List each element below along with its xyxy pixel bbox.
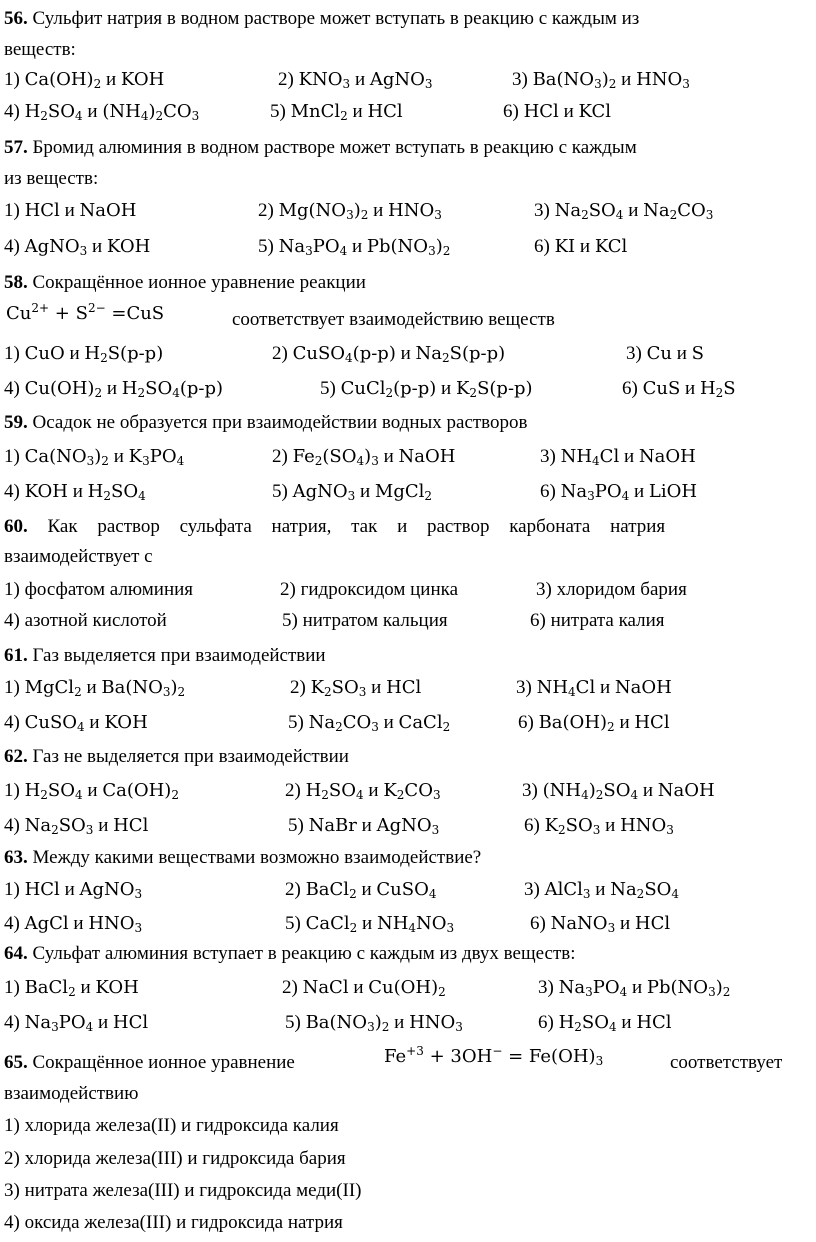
q61-opt2: 2) $K_2SO_3$ и HCl — [290, 677, 422, 699]
q58-opt4: 4) $Cu(OH)_2$ и $H_2SO_4(р-р)$ — [4, 378, 224, 400]
q61-opt6: 6) $Ba(OH)_2$ и HCl — [518, 712, 670, 734]
q62-opt6: 6) $K_2SO_3$ и $HNO_3$ — [524, 815, 674, 837]
q58-opt2: 2) CuSO$_4$(р-р) и $Na_2S(р-р)$ — [272, 343, 506, 365]
question-59: 59. Осадок не образуется при взаимодействии водных растворов — [4, 412, 528, 433]
q64-opt1: 1) BaCl$_2$ и KOH — [4, 977, 139, 999]
q64-opt2: 2) NaCl и $Cu(OH)_2$ — [282, 977, 446, 999]
q58-suffix: соответствует взаимодействию веществ — [232, 309, 555, 330]
q65-opt4: 4) оксида железа(III) и гидроксида натрия — [4, 1212, 343, 1233]
q62-opt4: 4) $Na_2SO_3$ и HCl — [4, 815, 149, 837]
question-60: 60. Как раствор сульфата натрия, так и раствор карбоната натрия — [4, 516, 666, 537]
question-57: 57. Бромид алюминия в водном растворе может вступать в реакцию с каждым — [4, 137, 637, 158]
q59-opt2: 2) $Fe_2(SO_4)_3$ и NaOH — [272, 446, 456, 468]
q59-opt6: 6) $Na_3PO_4$ и LiOH — [540, 481, 698, 503]
q63-opt2: 2) BaCl$_2$ и CuSO$_4$ — [285, 879, 437, 901]
q63-opt6: 6) NaNO$_3$ и HCl — [530, 913, 671, 935]
q58-opt3: 3) Cu и S — [626, 343, 704, 364]
question-64: 64. Сульфат алюминия вступает в реакцию с каждым из двух веществ: — [4, 943, 576, 964]
q58-opt1: 1) CuO и $H_2S(р-р)$ — [4, 343, 164, 365]
q56-opt3: 3) $Ba(NO_3)_2$ и $HNO_3$ — [512, 69, 690, 91]
question-58: 58. Сокращённое ионное уравнение реакции — [4, 272, 366, 293]
question-63: 63. Между какими веществами возможно взаимодействие? — [4, 847, 482, 868]
question-61: 61. Газ выделяется при взаимодействии — [4, 645, 326, 666]
q63-opt3: 3) AlCl$_3$ и $Na_2SO_4$ — [524, 879, 680, 901]
q60-opt1: 1) фосфатом алюминия — [4, 579, 194, 600]
q57-opt3: 3) $Na_2SO_4$ и $Na_2CO_3$ — [534, 200, 714, 222]
q60-opt4: 4) азотной кислотой — [4, 610, 167, 631]
q64-opt6: 6) $H_2SO_4$ и HCl — [538, 1012, 672, 1034]
q62-opt3: 3) $(NH_4)_2SO_4$ и NaOH — [522, 780, 715, 802]
q56-opt1: 1) $Ca(OH)_2$ и KOH — [4, 69, 165, 91]
q64-opt4: 4) $Na_3PO_4$ и HCl — [4, 1012, 149, 1034]
question-56: 56. Сульфит натрия в водном растворе может вступать в реакцию с каждым из — [4, 8, 640, 29]
q56-opt5: 5) MnCl$_2$ и HCl — [270, 101, 403, 123]
q59-opt4: 4) KOH и $H_2SO_4$ — [4, 481, 146, 503]
q60-opt2: 2) гидроксидом цинка — [280, 579, 459, 600]
q60-opt3: 3) хлоридом бария — [536, 579, 687, 600]
q60-opt6: 6) нитрата калия — [530, 610, 665, 631]
q58-opt5: 5) CuCl$_2$(р-р) и $K_2S(р-р)$ — [320, 378, 533, 400]
q57-opt1: 1) HCl и NaOH — [4, 200, 137, 221]
q63-opt1: 1) HCl и AgNO$_3$ — [4, 879, 143, 901]
q61-opt3: 3) $NH_4Cl$ и NaOH — [516, 677, 672, 699]
q65-opt3: 3) нитрата железа(III) и гидроксида меди(II) — [4, 1180, 362, 1201]
q62-opt2: 2) $H_2SO_4$ и $K_2CO_3$ — [285, 780, 441, 802]
q57-opt4: 4) AgNO$_3$ и KOH — [4, 236, 151, 258]
question-60-cont: взаимодействует с — [4, 546, 153, 567]
question-57-cont: из веществ: — [4, 168, 99, 189]
q62-opt1: 1) $H_2SO_4$ и $Ca(OH)_2$ — [4, 780, 179, 802]
q59-opt1: 1) $Ca(NO_3)_2$ и $K_3PO_4$ — [4, 446, 185, 468]
q58-equation: $Cu^{2+} + S^{2-} =CuS$ — [6, 301, 165, 324]
q62-opt5: 5) NaBr и AgNO$_3$ — [288, 815, 440, 837]
question-62: 62. Газ не выделяется при взаимодействии — [4, 746, 349, 767]
q59-opt5: 5) AgNO$_3$ и MgCl$_2$ — [272, 481, 433, 503]
q57-opt5: 5) $Na_3PO_4$ и $Pb(NO_3)_2$ — [258, 236, 451, 258]
q56-opt6: 6) HCl и KCl — [503, 101, 611, 122]
q57-opt2: 2) $Mg(NO_3)_2$ и $HNO_3$ — [258, 200, 442, 222]
q61-opt5: 5) $Na_2CO_3$ и CaCl$_2$ — [288, 712, 451, 734]
q58-opt6: 6) CuS и $H_2S$ — [622, 378, 736, 400]
question-56-cont: веществ: — [4, 39, 76, 60]
q65-suffix: соответствует — [670, 1052, 783, 1073]
q65-opt2: 2) хлорида железа(III) и гидроксида бария — [4, 1148, 346, 1169]
q64-opt3: 3) $Na_3PO_4$ и $Pb(NO_3)_2$ — [538, 977, 731, 999]
q64-opt5: 5) $Ba(NO_3)_2$ и $HNO_3$ — [285, 1012, 463, 1034]
question-65: 65. Сокращённое ионное уравнение — [4, 1052, 295, 1073]
q56-opt2: 2) $KNO_3$ и AgNO$_3$ — [278, 69, 433, 91]
question-65-cont: взаимодействию — [4, 1083, 139, 1104]
q57-opt6: 6) KI и KCl — [534, 236, 628, 257]
q61-opt4: 4) CuSO$_4$ и KOH — [4, 712, 148, 734]
q60-opt5: 5) нитратом кальция — [282, 610, 448, 631]
q65-equation: $Fe^{+3} + 3OH^- = Fe(OH)_3$ — [384, 1044, 604, 1068]
q63-opt5: 5) CaCl$_2$ и $NH_4NO_3$ — [285, 913, 455, 935]
q59-opt3: 3) $NH_4Cl$ и NaOH — [540, 446, 696, 468]
q65-opt1: 1) хлорида железа(II) и гидроксида калия — [4, 1115, 339, 1136]
q63-opt4: 4) AgCl и $HNO_3$ — [4, 913, 143, 935]
q61-opt1: 1) MgCl$_2$ и $Ba(NO_3)_2$ — [4, 677, 186, 699]
q56-opt4: 4) $H_2SO_4$ и $(NH_4)_2CO_3$ — [4, 101, 200, 123]
